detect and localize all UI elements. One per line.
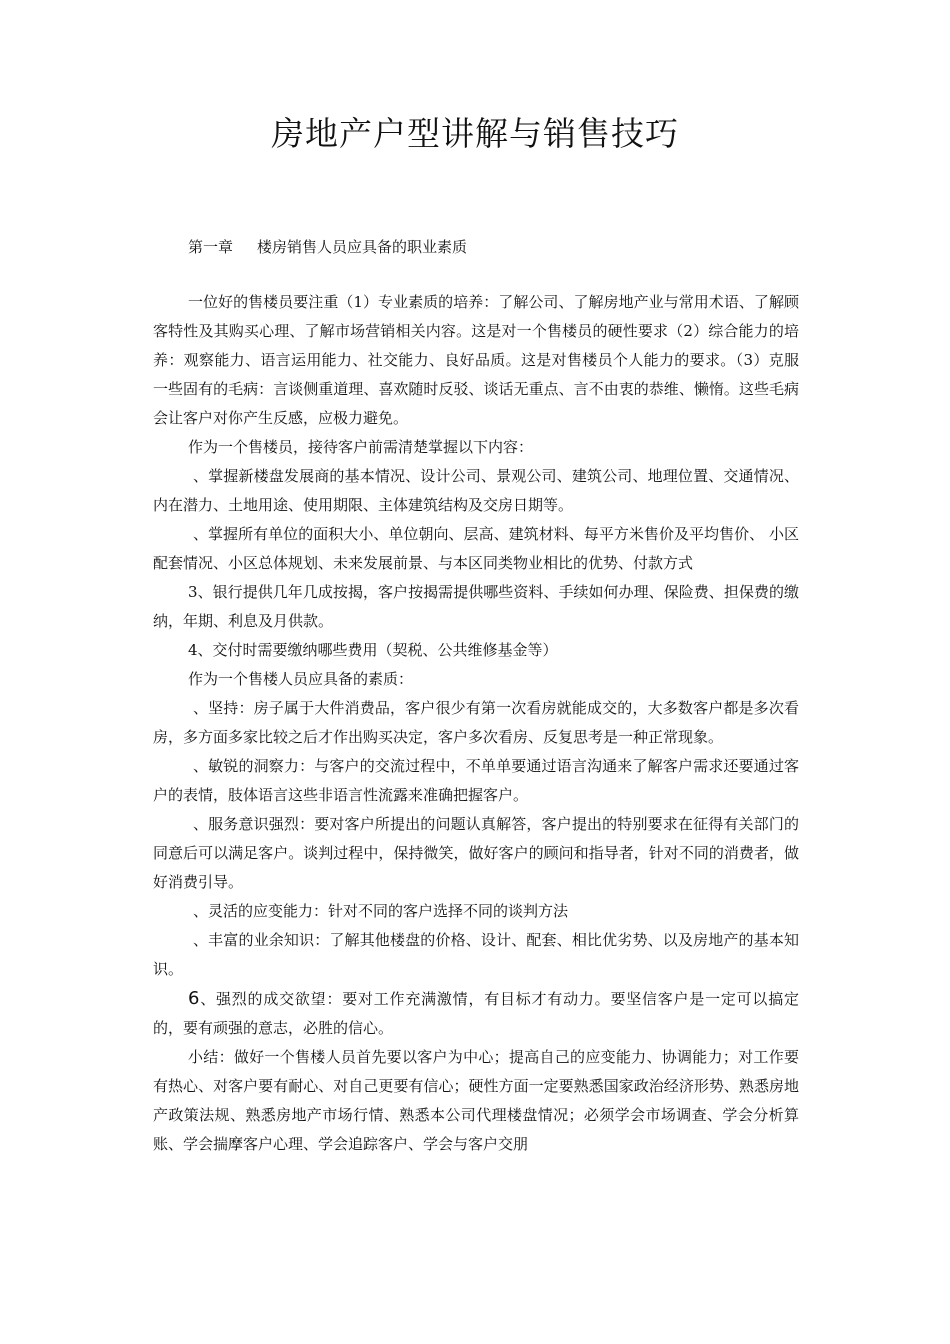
chapter-title: 楼房销售人员应具备的职业素质 [257, 238, 468, 256]
paragraph-lead-2: 作为一个售楼人员应具备的素质： [188, 670, 414, 688]
list-item: 、掌握所有单位的面积大小、单位朝向、层高、建筑材料、每平方米售价及平均售价、 小区配套情况、小区总体规划、未来发展前景、与本区同类物业相比的优势、付款方式 [153, 525, 799, 572]
document-title: 房地产户型讲解与销售技巧 [271, 114, 679, 153]
list-item: 3、银行提供几年几成按揭，客户按揭需提供哪些资料、手续如何办理、保险费、担保费的缴纳，年期、利息及月供款。 [153, 583, 799, 630]
chapter-label: 第一章 [188, 238, 234, 256]
item-number: 6 [188, 988, 200, 1009]
list-item: 、灵活的应变能力：针对不同的客户选择不同的谈判方法 [193, 902, 569, 920]
list-item: 、敏锐的洞察力：与客户的交流过程中，不单单要通过语言沟通来了解客户需求还要通过客户的表情，肢体语言这些非语言性流露来准确把握客户。 [153, 757, 799, 804]
list-item: 、掌握新楼盘发展商的基本情况、设计公司、景观公司、建筑公司、地理位置、交通情况、内在潜力、土地用途、使用期限、主体建筑结构及交房日期等。 [153, 467, 799, 514]
list-item: 、坚持：房子属于大件消费品，客户很少有第一次看房就能成交的，大多数客户都是多次看房，多方面多家比较之后才作出购买决定，客户多次看房、反复思考是一种正常现象。 [153, 699, 799, 746]
list-item-6 [153, 984, 799, 1043]
paragraph-intro: 一位好的售楼员要注重（1）专业素质的培养：了解公司、了解房地产业与常用术语、了解顾客特性及其购买心理、了解市场营销相关内容。这是对一个售楼员的硬性要求（2）综合能力的培养：观察能力、语言运用能力、社交能力、良好品质。这是对售楼员个人能力的要求。（3）克服一些固有的毛病：言谈侧重道理、喜欢随时反驳、谈话无重点、言不由衷的恭维、懒惰。这些毛病会让客户对你产生反感，应极力避免。 [153, 293, 799, 427]
list-item: 、服务意识强烈：要对客户所提出的问题认真解答，客户提出的特别要求在征得有关部门的同意后可以满足客户。谈判过程中，保持微笑，做好客户的顾问和指导者，针对不同的消费者，做好消费引导。 [153, 815, 799, 891]
paragraph-summary: 小结：做好一个售楼人员首先要以客户为中心；提高自己的应变能力、协调能力；对工作要有热心、对客户要有耐心、对自己更要有信心；硬性方面一定要熟悉国家政治经济形势、熟悉房地产政策法规、熟悉房地产市场行情、熟悉本公司代理楼盘情况；必须学会市场调查、学会分析算账、学会揣摩客户心理、学会追踪客户、学会与客户交朋 [153, 1048, 799, 1153]
list-item: 4、交付时需要缴纳哪些费用（契税、公共维修基金等） [188, 641, 558, 659]
document-body [153, 288, 799, 1159]
chapter-heading [188, 236, 467, 257]
paragraph-lead-1: 作为一个售楼员，接待客户前需清楚掌握以下内容： [188, 438, 534, 456]
item-text: 、强烈的成交欲望：要对工作充满激情，有目标才有动力。要坚信客户是一定可以搞定的，要有顽强的意志，必胜的信心。 [153, 990, 799, 1037]
list-item: 、丰富的业余知识：了解其他楼盘的价格、设计、配套、相比优劣势、以及房地产的基本知识。 [153, 931, 799, 978]
